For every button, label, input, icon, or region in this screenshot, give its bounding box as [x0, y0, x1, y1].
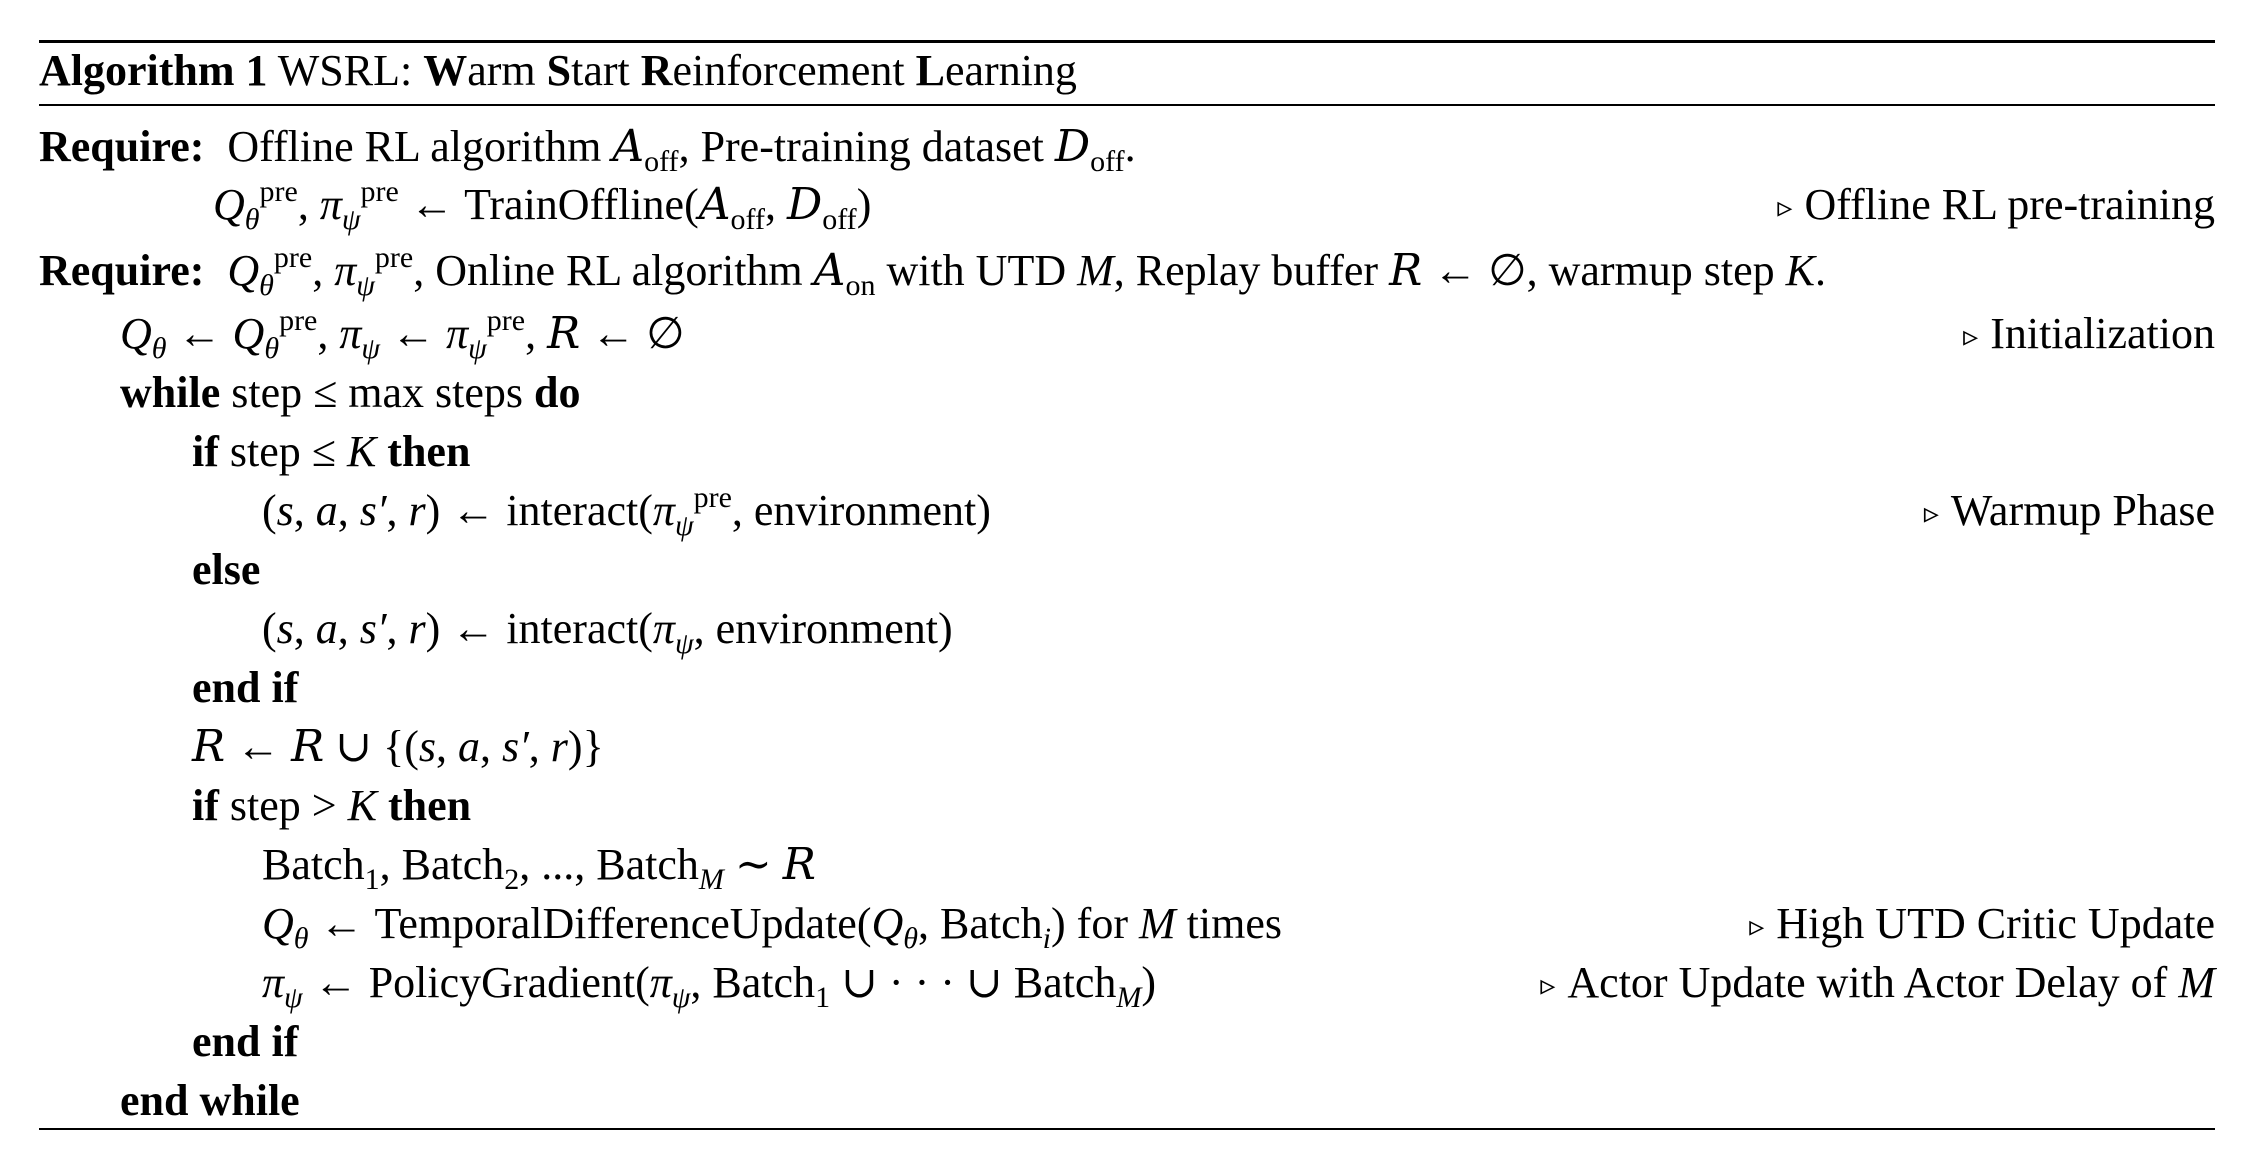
require-keyword: Require: — [39, 122, 205, 171]
batch-sample-line: Batch$_1$, Batch$_2$, ..., Batch$_M$ ∼ R — [262, 839, 816, 896]
require-text: , Pre-training dataset — [678, 122, 1044, 171]
train-offline-line: $Q_\theta^{pre}$, $\pi_\psi^{pre}$ ← $TrainOffline(A_{off}$, $D_{off}$) ▹ Offline RL pre-training — [213, 175, 2215, 236]
title-word-arm: arm — [467, 46, 547, 95]
require-text: Offline RL algorithm — [227, 122, 602, 171]
require-line-offline: Require: Offline RL algorithm $A_{off}$, Pre-training dataset $D_{off}$. — [39, 121, 1136, 178]
buffer-update-line: R ← R ∪ {(s, a, s′, r)} — [192, 721, 604, 772]
while-line: while step ≤ max steps do — [120, 368, 581, 417]
critic-update-line: $Q_\theta$ ← $TemporalDifferenceUpdate(Q_\theta$, Batch$_i$) for M times ▹ High UTD Critic Update — [0, 895, 2254, 953]
train-offline-fn: TrainOffline — [464, 180, 685, 229]
comment-warmup-phase: ▹ Warmup Phase — [1924, 482, 2215, 543]
end-if-line: end if — [192, 663, 299, 712]
online-interact-line: (s, a, s′, r) ← $interact(\pi_\psi$, environment) — [262, 604, 953, 660]
title-letter-l: L — [915, 46, 945, 95]
actor-update-line: $\pi_\psi$ ← $PolicyGradient(\pi_\psi$, Batch$_1$ ∪ · · · ∪ Batch$_M$) ▹ Actor Update with Actor Delay of M — [0, 954, 2254, 1012]
title-word-earning: earning — [944, 46, 1077, 95]
if-update-line: if step > K then — [192, 781, 472, 830]
title-letter-r: R — [640, 46, 673, 95]
algorithm-title — [0, 42, 2254, 100]
comment-offline-pretraining: ▹ Offline RL pre-training — [1777, 176, 2215, 237]
end-if-line: end if — [192, 1017, 299, 1066]
comment-actor-update: ▹ Actor Update with Actor Delay of M — [1540, 954, 2215, 1015]
header-rule — [39, 104, 2215, 106]
title-letter-w: W — [423, 46, 468, 95]
require-keyword: Require: — [39, 246, 205, 295]
algorithm-name: WSRL: — [277, 46, 413, 95]
require-line-online: Require: $Q_\theta^{pre}$, $\pi_\psi^{pre}$, Online RL algorithm $A_{on}$ with UTD M, Replay buffer R ← ∅, warmup step K. — [39, 241, 1826, 302]
title-word-einforcement: einforcement — [672, 46, 916, 95]
algorithm-number: Algorithm 1 — [39, 46, 268, 95]
comment-triangle-icon: ▹ — [1963, 320, 1979, 353]
comment-triangle-icon: ▹ — [1777, 191, 1793, 224]
comment-critic-update: ▹ High UTD Critic Update — [1749, 895, 2215, 956]
init-line: $Q_\theta$ ← $Q_\theta^{pre}$, $\pi_\psi$ ← $\pi_\psi^{pre}$, R ← ∅ ▹ Initialization — [120, 304, 2215, 365]
comment-triangle-icon: ▹ — [1749, 910, 1765, 943]
warmup-interact-line: (s, a, s′, r) ← $interact(\pi_\psi^{pre}$, environment) ▹ Warmup Phase — [262, 481, 2215, 542]
title-word-tart: tart — [571, 46, 641, 95]
title-letter-s: S — [546, 46, 572, 95]
end-while-line: end while — [120, 1076, 300, 1125]
if-warmup-line: if step ≤ K then — [192, 427, 471, 476]
else-line: else — [192, 545, 261, 594]
comment-triangle-icon: ▹ — [1540, 969, 1556, 1002]
comment-initialization: ▹ Initialization — [1963, 305, 2215, 366]
comment-triangle-icon: ▹ — [1923, 497, 1939, 530]
